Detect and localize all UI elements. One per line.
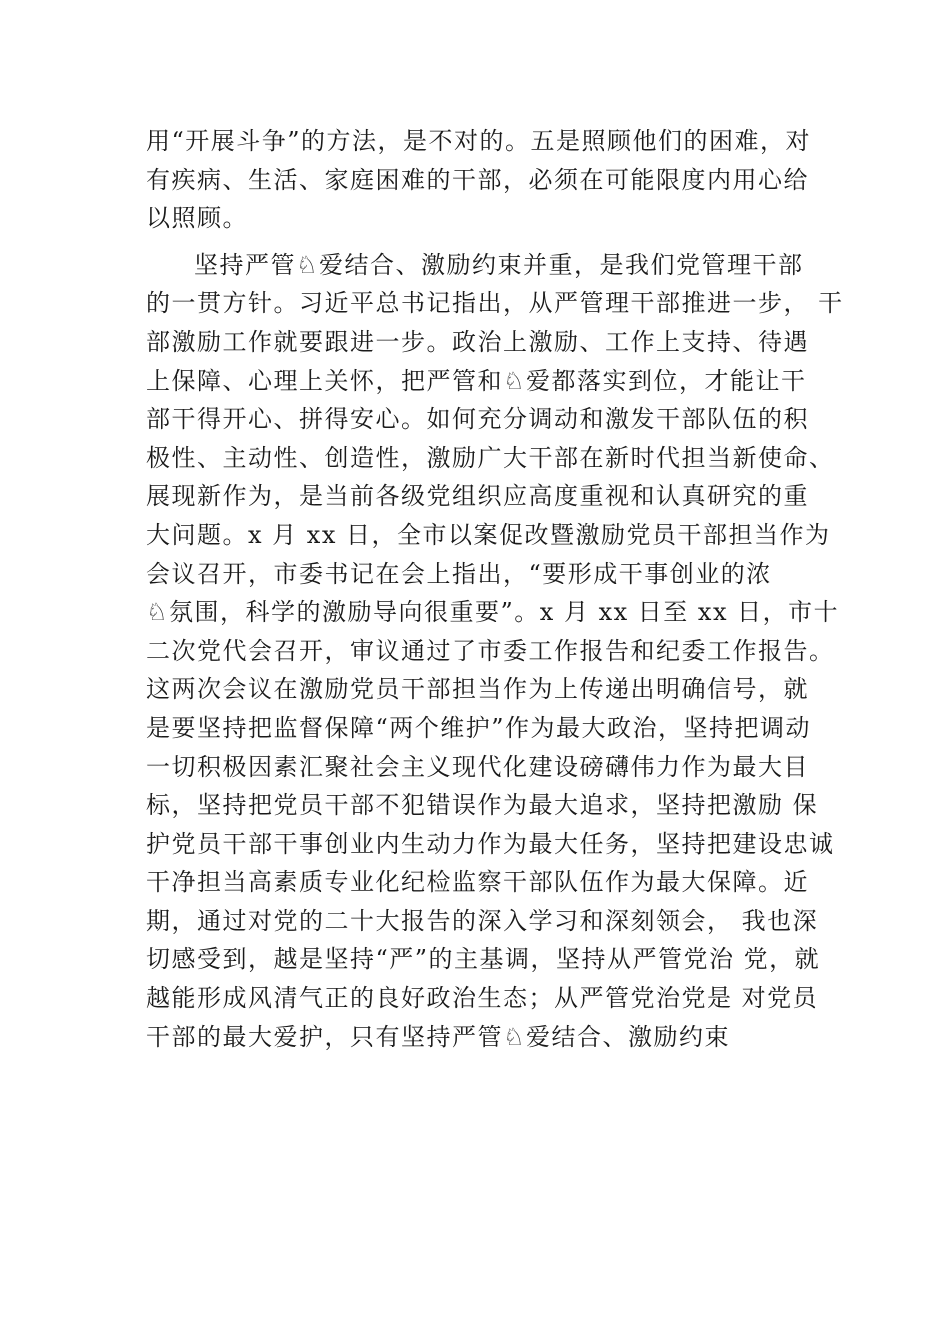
body-text <box>146 122 844 1056</box>
text-line: 一切积极因素汇聚社会主义现代化建设磅礴伟力作为最大目 <box>146 752 809 781</box>
paragraph-1 <box>146 122 836 238</box>
paragraph-spacer <box>146 238 836 246</box>
text-line: 的一贯方针。习近平总书记指出，从严管理干部推进一步， 干 <box>146 289 844 318</box>
text-line: 有疾病、生活、家庭困难的干部，必须在可能限度内用心给 <box>146 165 809 194</box>
paragraph-2 <box>146 246 844 1056</box>
text-line: 越能形成风清气正的良好政治生态；从严管党治党是 对党员 <box>146 984 819 1013</box>
text-line: 护党员干部干事创业内生动力作为最大任务，坚持把建设忠诚 <box>146 829 835 858</box>
text-line: 用“开展斗争”的方法，是不对的。五是照顾他们的困难，对 <box>146 127 812 155</box>
text-line: 是要坚持把监督保障“两个维护”作为最大政治，坚持把调动 <box>146 713 812 742</box>
text-line: 干净担当高素质专业化纪检监察干部队伍作为最大保障。近 <box>146 868 809 897</box>
text-line: 期，通过对党的二十大报告的深入学习和深刻领会， 我也深 <box>146 906 819 935</box>
text-line: 部激励工作就要跟进一步。政治上激励、工作上支持、待遇 <box>146 327 809 356</box>
text-line: 会议召开，市委书记在会上指出，“要形成干事创业的浓 <box>146 559 772 588</box>
text-line: 展现新作为，是当前各级党组织应高度重视和认真研究的重 <box>146 482 809 511</box>
text-line: 二次党代会召开，审议通过了市委工作报告和纪委工作报告。 <box>146 636 835 665</box>
text-line: 大问题。x 月 xx 日，全市以案促改暨激励党员干部担当作为 <box>146 520 831 549</box>
text-line: 部干得开心、拼得安心。如何充分调动和激发干部队伍的积 <box>146 405 809 434</box>
text-line: 这两次会议在激励党员干部担当作为上传递出明确信号，就 <box>146 675 809 704</box>
text-line: 切感受到，越是坚持“严”的主基调，坚持从严管党治 党，就 <box>146 945 821 974</box>
text-line: ♘氛围，科学的激励导向很重要”。x 月 xx 日至 xx 日，市十 <box>146 598 840 627</box>
text-line: 以照顾。 <box>146 204 248 233</box>
text-line: 极性、主动性、创造性，激励广大干部在新时代担当新使命、 <box>146 443 835 472</box>
text-line: 干部的最大爱护，只有坚持严管♘爱结合、激励约束 <box>146 1022 731 1051</box>
text-line: 坚持严管♘爱结合、激励约束并重，是我们党管理干部 <box>194 250 804 279</box>
text-line: 上保障、心理上关怀，把严管和♘爱都落实到位，才能让干 <box>146 366 807 395</box>
text-line: 标，坚持把党员干部不犯错误作为最大追求，坚持把激励 保 <box>146 791 819 820</box>
